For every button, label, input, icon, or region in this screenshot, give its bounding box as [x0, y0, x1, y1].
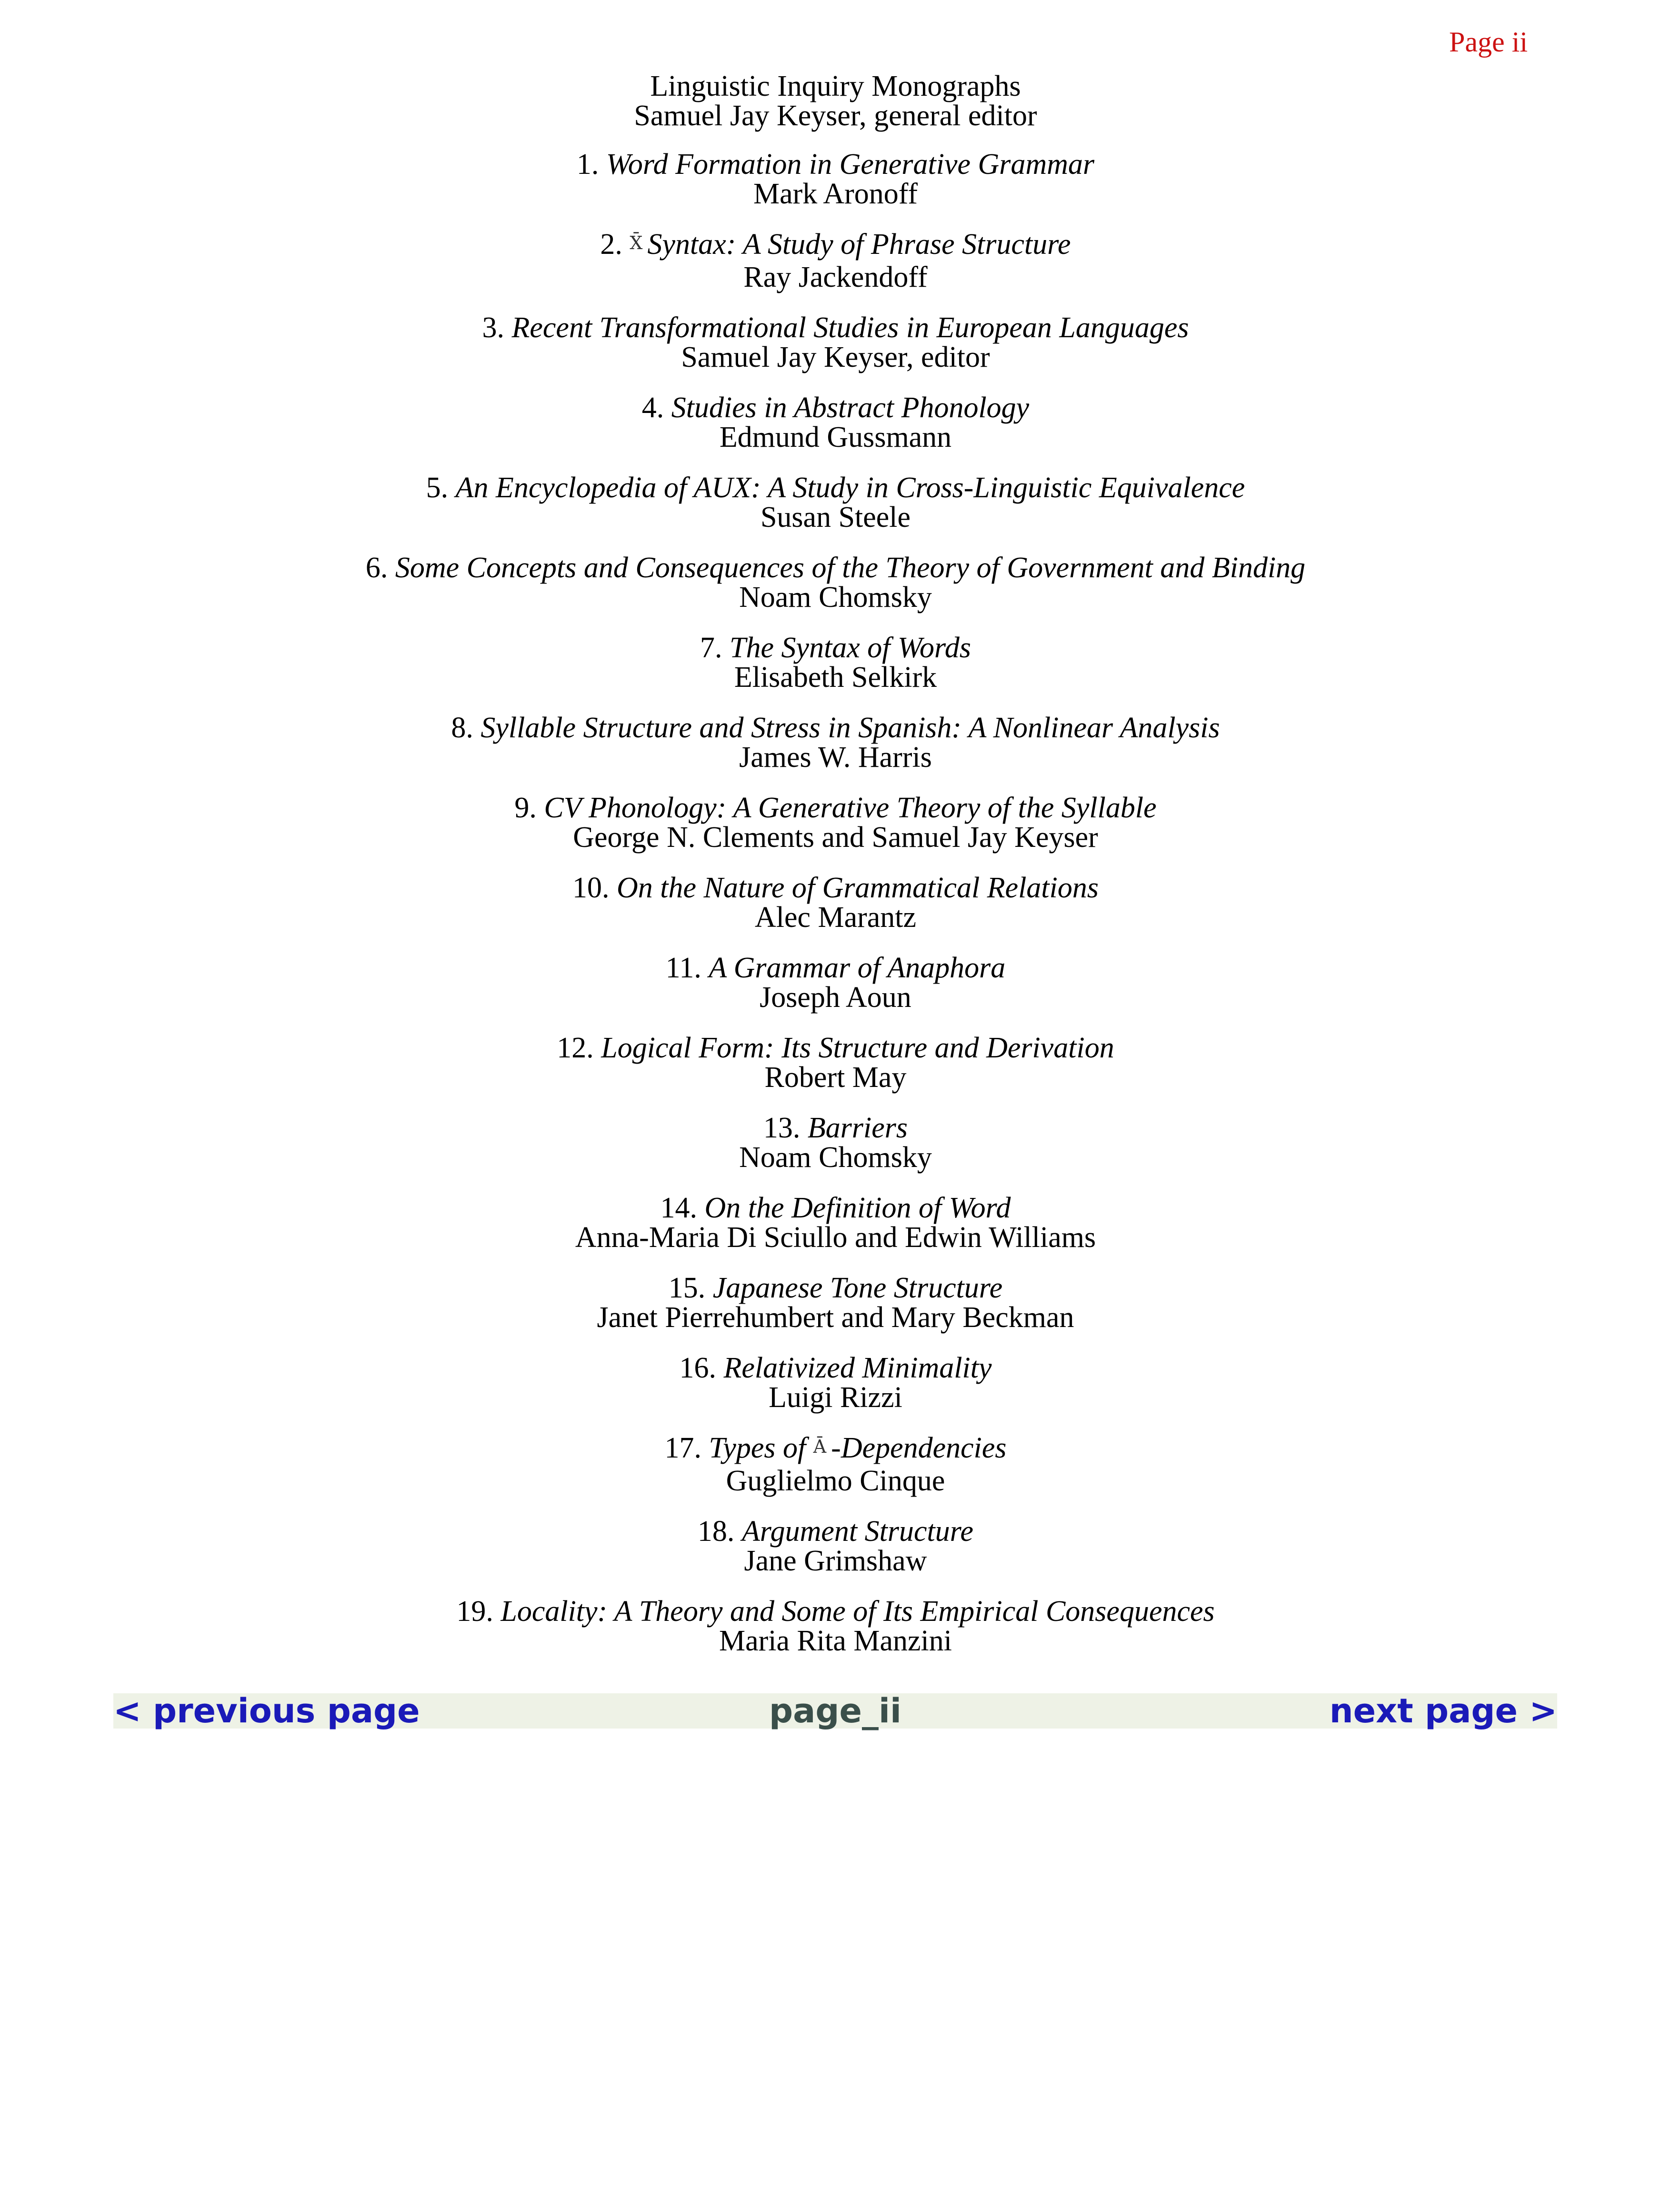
entry-title: A Grammar of Anaphora — [709, 952, 1006, 984]
series-title: Linguistic Inquiry Monographs — [650, 70, 1021, 102]
entry-title: Locality: A Theory and Some of Its Empirical Consequences — [500, 1595, 1215, 1628]
entry-author: James W. Harris — [739, 741, 932, 774]
list-item — [0, 953, 1671, 1012]
entry-number: 10. — [572, 872, 610, 904]
entry-number: 18. — [697, 1515, 735, 1548]
x-bar-symbol-icon: X̄ — [630, 232, 643, 253]
list-item — [0, 473, 1671, 532]
current-page-id: page_ii — [769, 1691, 901, 1730]
entry-number: 12. — [557, 1032, 594, 1064]
entry-number: 3. — [482, 312, 505, 344]
list-item — [0, 1113, 1671, 1172]
next-page-link[interactable]: next page > — [1329, 1691, 1557, 1730]
series-editor: Samuel Jay Keyser, general editor — [634, 100, 1037, 132]
a-bar-symbol-icon: Ā — [813, 1436, 827, 1457]
entry-number: 17. — [664, 1432, 701, 1464]
entry-title: On the Nature of Grammatical Relations — [616, 872, 1099, 904]
entry-author: Anna-Maria Di Sciullo and Edwin Williams — [575, 1221, 1096, 1254]
entry-author: Luigi Rizzi — [769, 1381, 902, 1414]
list-item — [0, 1273, 1671, 1332]
entry-number: 4. — [641, 392, 664, 424]
list-item — [0, 393, 1671, 452]
entry-title: Logical Form: Its Structure and Derivation — [601, 1032, 1114, 1064]
list-item — [0, 1193, 1671, 1252]
entry-number: 9. — [514, 792, 537, 824]
entry-author: Edmund Gussmann — [719, 421, 952, 453]
entry-title: Relativized Minimality — [723, 1352, 992, 1384]
list-item — [0, 1353, 1671, 1412]
list-item — [0, 633, 1671, 692]
entry-number: 5. — [426, 472, 449, 504]
previous-page-link[interactable]: < previous page — [113, 1691, 420, 1730]
list-item — [0, 150, 1671, 209]
entry-author: Guglielmo Cinque — [726, 1465, 945, 1497]
entry-title: On the Definition of Word — [704, 1192, 1011, 1224]
entry-author: Samuel Jay Keyser, editor — [681, 341, 990, 373]
entry-author: Joseph Aoun — [760, 981, 911, 1014]
entry-author: Jane Grimshaw — [744, 1545, 927, 1577]
list-item — [0, 553, 1671, 612]
entry-author: Mark Aronoff — [753, 178, 918, 210]
entry-title: The Syntax of Words — [730, 632, 971, 664]
entry-title: Syllable Structure and Stress in Spanish: A Nonlinear Analysis — [480, 712, 1220, 744]
entry-author: Janet Pierrehumbert and Mary Beckman — [597, 1301, 1074, 1334]
entry-number: 11. — [665, 952, 701, 984]
entry-author: Noam Chomsky — [739, 1141, 932, 1174]
entry-number: 1. — [576, 148, 599, 181]
entry-title: CV Phonology: A Generative Theory of the Syllable — [544, 792, 1157, 824]
list-item — [0, 230, 1671, 292]
entry-number: 16. — [679, 1352, 716, 1384]
entry-number: 7. — [700, 632, 722, 664]
entry-number: 2. — [600, 228, 622, 261]
page-number-label: Page ii — [1449, 26, 1528, 58]
entry-title: Japanese Tone Structure — [712, 1272, 1003, 1304]
series-header — [0, 71, 1671, 131]
entry-number: 15. — [668, 1272, 706, 1304]
entry-number: 14. — [660, 1192, 698, 1224]
entry-author: Noam Chomsky — [739, 581, 932, 613]
entry-title: Word Formation in Generative Grammar — [606, 148, 1095, 181]
entry-title: An Encyclopedia of AUX: A Study in Cross-Linguistic Equivalence — [455, 472, 1245, 504]
list-item — [0, 1433, 1671, 1496]
entry-author: Elisabeth Selkirk — [734, 661, 937, 694]
list-item — [0, 873, 1671, 932]
entry-author: Robert May — [764, 1061, 907, 1094]
entry-title: -Dependencies — [831, 1432, 1007, 1464]
entry-title: Some Concepts and Consequences of the Theory of Government and Binding — [395, 552, 1306, 584]
entry-title: Barriers — [807, 1112, 908, 1144]
entry-author: Susan Steele — [760, 501, 911, 533]
list-item — [0, 1033, 1671, 1092]
list-item — [0, 793, 1671, 852]
entry-author: Maria Rita Manzini — [719, 1625, 952, 1657]
list-item — [0, 1517, 1671, 1576]
entry-number: 13. — [763, 1112, 800, 1144]
entry-title: Studies in Abstract Phonology — [671, 392, 1030, 424]
entry-title: Argument Structure — [741, 1515, 974, 1548]
entry-number: 6. — [365, 552, 388, 584]
entry-number: 19. — [456, 1595, 493, 1628]
monograph-list — [0, 71, 1671, 1677]
entry-author: Alec Marantz — [754, 901, 917, 934]
entry-author: Ray Jackendoff — [743, 261, 928, 293]
entry-author: George N. Clements and Samuel Jay Keyser — [573, 821, 1098, 854]
entry-title-start: Types of — [709, 1432, 806, 1464]
entry-title: Syntax: A Study of Phrase Structure — [647, 228, 1071, 261]
list-item — [0, 1597, 1671, 1656]
page-navigation-bar — [113, 1693, 1557, 1729]
list-item — [0, 313, 1671, 372]
list-item — [0, 713, 1671, 772]
entry-title: Recent Transformational Studies in European Languages — [511, 312, 1189, 344]
entry-number: 8. — [451, 712, 473, 744]
